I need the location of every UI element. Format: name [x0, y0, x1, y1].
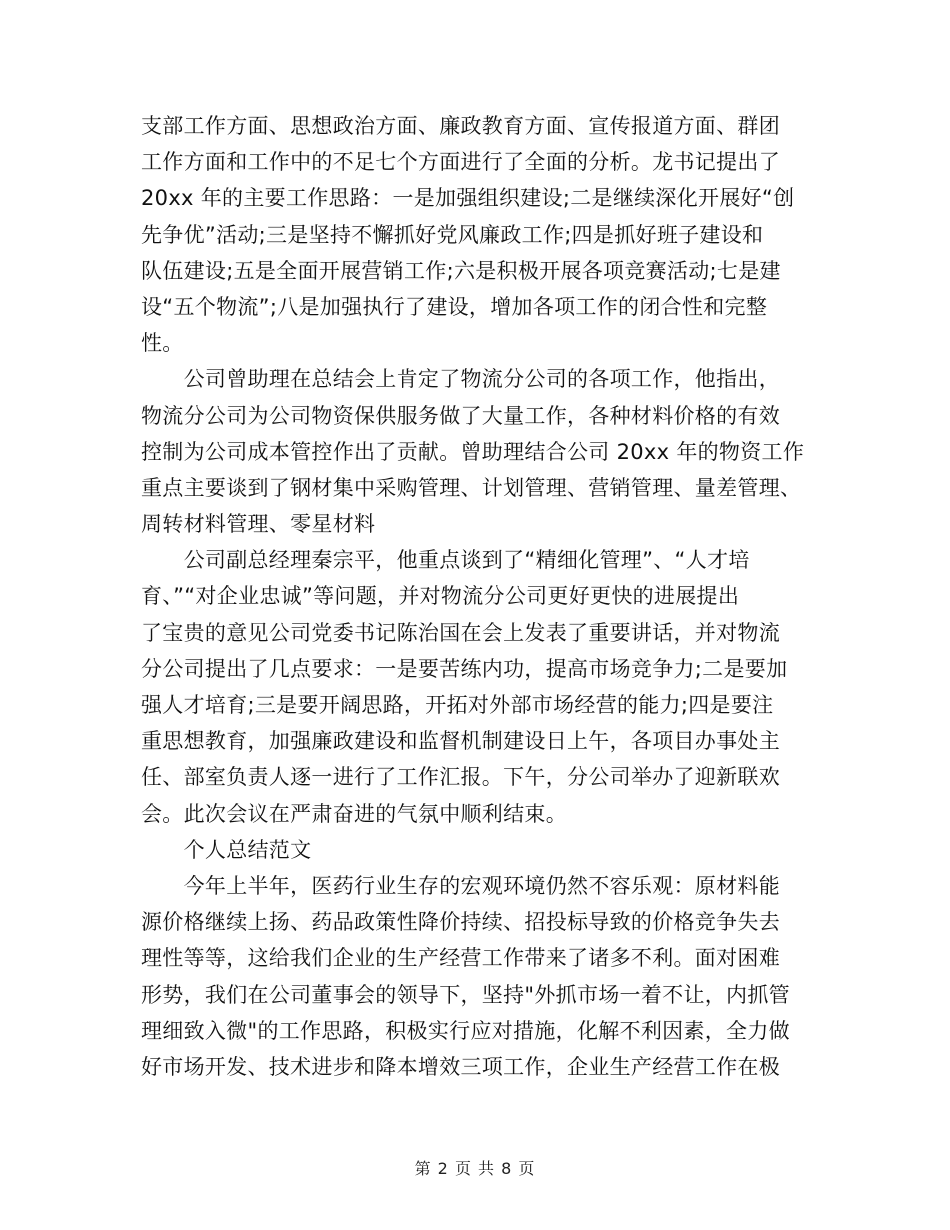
text-line: 性。 — [141, 331, 184, 356]
text-line: 重点主要谈到了钢材集中采购管理、计划管理、营销管理、量差管理、 — [141, 475, 802, 500]
text-line: 周转材料管理、零星材料 — [141, 512, 376, 537]
text-line: 重思想教育，加强廉政建设和监督机制建设日上午，各项目办事处主 — [141, 729, 780, 754]
text-line: 设“五个物流”;八是加强执行了建设，增加各项工作的闭合性和完整 — [141, 294, 768, 319]
text-line: 20xx 年的主要工作思路：一是加强组织建设;二是继续深化开展好“创 — [141, 186, 795, 211]
text-line: 今年上半年，医药行业生存的宏观环境仍然不容乐观：原材料能 — [141, 873, 780, 898]
text-line: 强人才培育;三是要开阔思路，开拓对外部市场经营的能力;四是要注 — [141, 693, 774, 717]
text-line: 支部工作方面、思想政治方面、廉政教育方面、宣传报道方面、群团 — [141, 114, 780, 138]
text-line: 了宝贵的意见公司党委书记陈治国在会上发表了重要讲话，并对物流 — [141, 620, 780, 645]
text-line: 先争优”活动;三是坚持不懈抓好党风廉政工作;四是抓好班子建设和 — [141, 222, 764, 247]
text-line: 会。此次会议在严肃奋进的气氛中顺利结束。 — [141, 801, 567, 826]
text-line: 育、”“对企业忠诚”等问题，并对物流分公司更好更快的进展提出 — [141, 584, 740, 609]
text-line: 控制为公司成本管控作出了贡献。曾助理结合公司 20xx 年的物资工作 — [141, 439, 805, 464]
text-line: 物流分公司为公司物资保供服务做了大量工作，各种材料价格的有效 — [141, 403, 780, 428]
text-line: 公司曾助理在总结会上肯定了物流分公司的各项工作，他指出， — [141, 367, 780, 392]
page-number-footer: 第 2 页 共 8 页 — [414, 1159, 536, 1178]
text-line: 形势，我们在公司董事会的领导下，坚持"外抓市场一着不让，内抓管 — [141, 982, 790, 1007]
text-line: 好市场开发、技术进步和降本增效三项工作，企业生产经营工作在极 — [141, 1054, 780, 1079]
text-line: 理性等等，这给我们企业的生产经营工作带来了诸多不利。面对困难 — [141, 946, 780, 971]
text-line: 队伍建设;五是全面开展营销工作;六是积极开展各项竞赛活动;七是建 — [141, 258, 781, 283]
text-line: 分公司提出了几点要求：一是要苦练内功，提高市场竞争力;二是要加 — [141, 656, 788, 681]
text-line: 公司副总经理秦宗平，他重点谈到了“精细化管理”、“人才培 — [141, 548, 750, 573]
text-line: 源价格继续上扬、药品政策性降价持续、招投标导致的价格竞争失去 — [141, 910, 780, 935]
text-line: 理细致入微"的工作思路，积极实行应对措施，化解不利因素，全力做 — [141, 1018, 790, 1043]
text-line: 工作方面和工作中的不足七个方面进行了全面的分析。龙书记提出了 — [141, 150, 780, 175]
text-line: 任、部室负责人逐一进行了工作汇报。下午，分公司举办了迎新联欢 — [141, 765, 780, 790]
document-body — [141, 108, 813, 1085]
section-heading: 个人总结范文 — [141, 837, 312, 862]
